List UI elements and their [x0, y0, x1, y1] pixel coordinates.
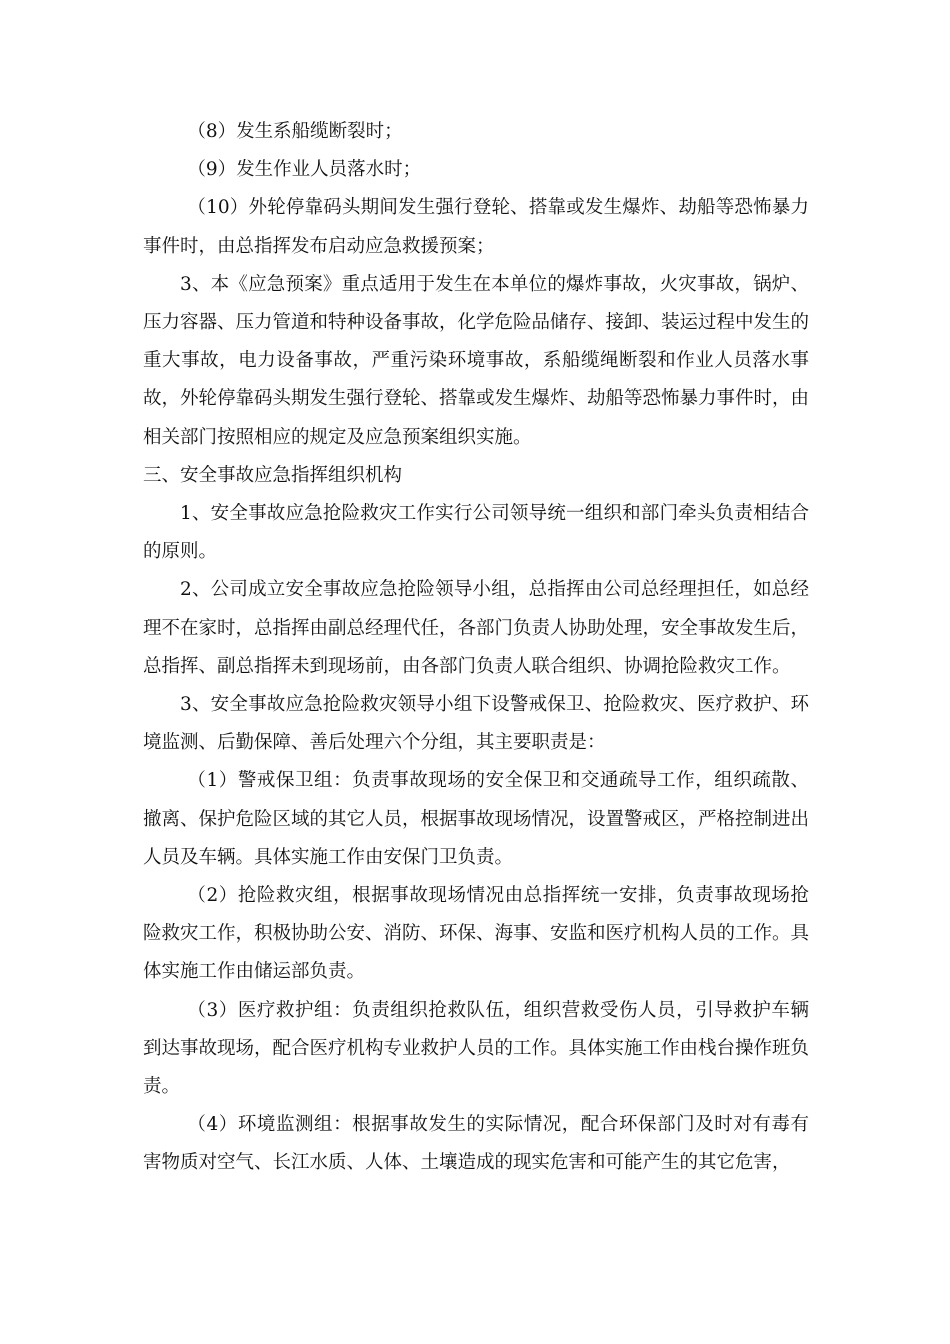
paragraph-medical-group: （3）医疗救护组：负责组织抢救队伍，组织营救受伤人员，引导救护车辆到达事故现场，配合医疗机构专业救护人员的工作。具体实施工作由栈台操作班负责。 — [143, 999, 810, 1098]
paragraph-rescue-group: （2）抢险救灾组，根据事故现场情况由总指挥统一安排，负责事故现场抢险救灾工作，积极协助公安、消防、环保、海事、安监和医疗机构人员的工作。具体实施工作由储运部负责。 — [143, 885, 810, 983]
paragraph-principle: 1、安全事故应急抢险救灾工作实行公司领导统一组织和部门牵头负责相结合的原则。 — [143, 503, 809, 563]
paragraph-security-group: （1）警戒保卫组：负责事故现场的安全保卫和交通疏导工作，组织疏散、撤离、保护危险区域的其它人员，根据事故现场情况，设置警戒区，严格控制进出人员及车辆。具体实施工作由安保门卫负责。 — [143, 770, 810, 868]
paragraph-scope: 3、本《应急预案》重点适用于发生在本单位的爆炸事故，火灾事故，锅炉、压力容器、压力管道和特种设备事故，化学危险品储存、接卸、装运过程中发生的重大事故，电力设备事故，严重污染环境事故，系船缆绳断裂和作业人员落水事故，外轮停靠码头期发生强行登轮、搭靠或发生爆炸、劫船等恐怖暴力事件时，由相关部门按照相应的规定及应急预案组织实施。 — [143, 273, 810, 448]
paragraph-item-10: （10）外轮停靠码头期间发生强行登轮、搭靠或发生爆炸、劫船等恐怖暴力事件时，由总指挥发布启动应急救援预案； — [143, 197, 809, 257]
paragraph-environment-group: （4）环境监测组：根据事故发生的实际情况，配合环保部门及时对有毒有害物质对空气、长江水质、人体、土壤造成的现实危害和可能产生的其它危害， — [143, 1114, 809, 1174]
paragraph-subgroups: 3、安全事故应急抢险救灾领导小组下设警戒保卫、抢险救灾、医疗救护、环境监测、后勤保障、善后处理六个分组，其主要职责是： — [143, 694, 809, 754]
paragraph-leadership-group: 2、公司成立安全事故应急抢险领导小组，总指挥由公司总经理担任，如总经理不在家时，总指挥由副总经理代任，各部门负责人协助处理，安全事故发生后，总指挥、副总指挥未到现场前，由各部门负责人联合组织、协调抢险救灾工作。 — [143, 579, 810, 677]
paragraph-item-8: （8）发生系船缆断裂时； — [187, 121, 403, 142]
section-heading-three: 三、安全事故应急指挥组织机构 — [143, 464, 403, 486]
document-body — [143, 113, 809, 1183]
paragraph-item-9: （9）发生作业人员落水时； — [187, 159, 422, 181]
